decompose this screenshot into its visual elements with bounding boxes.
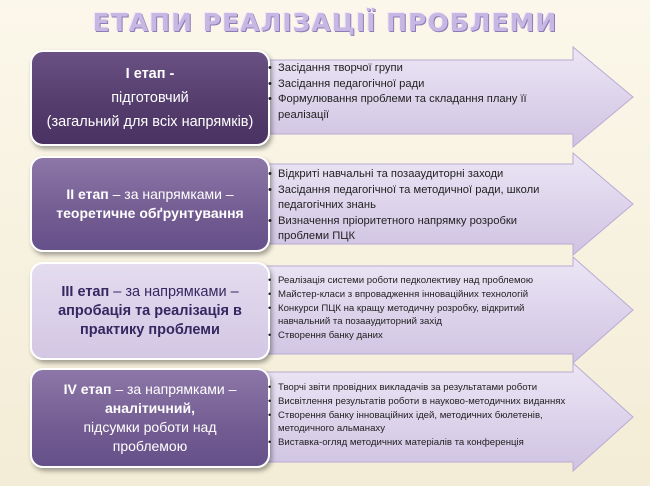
stage-3-number: ІІІ етап <box>61 283 110 300</box>
stage-4-name: аналітичний, <box>105 400 195 416</box>
list-item: • Засідання педагогічної та методичної ради, школи педагогічних знань <box>268 183 558 214</box>
stage-3-name-line1: апробація та реалізація в <box>58 302 242 319</box>
list-item: • Створення банку даних <box>268 329 568 342</box>
stage-4-box <box>30 368 270 468</box>
list-item: • Формулювання проблеми та складання плану її реалізації <box>268 92 558 123</box>
stage-4-number: ІV етап <box>63 381 112 397</box>
page-title: ЕТАПИ РЕАЛІЗАЦІЇ ПРОБЛЕМИ <box>92 8 558 37</box>
stage-2-number: ІІ етап <box>66 186 109 202</box>
stage-2-name: теоретичне обґрунтування <box>56 205 244 221</box>
stage-4-items <box>268 381 568 450</box>
stage-2-heading <box>66 185 233 204</box>
stage-1-items <box>268 61 558 123</box>
list-item: • Визначення пріоритетного напрямку розробки проблеми ПЦК <box>268 214 558 245</box>
list-item: • Виставка-огляд методичних матеріалів та конференція <box>268 436 568 449</box>
list-item: • Створення банку інноваційних ідей, методичних бюлетенів, методичного альманаху <box>268 409 568 435</box>
stage-4-direction: – за напрямками – <box>111 381 237 397</box>
list-item: • Засідання педагогічної ради <box>268 77 558 93</box>
stage-4-summary-line2: проблемою <box>112 438 188 454</box>
stage-3-name-line2: практику проблеми <box>80 321 220 338</box>
stage-4-summary-line1: підсумки роботи над <box>83 419 217 435</box>
stage-1-box <box>30 50 270 146</box>
stage-1-title: І етап - <box>125 66 175 82</box>
list-item: • Творчі звіти провідних викладачів за результатами роботи <box>268 381 568 394</box>
list-item: • Майстер-класи з впровадження інноваційних технологій <box>268 288 568 301</box>
stage-2-items <box>268 167 558 245</box>
list-item: • Конкурси ПЦК на кращу методичну розробку, відкритий навчальний та позааудиторний захід <box>268 302 568 328</box>
list-item: • Засідання творчої групи <box>268 61 558 77</box>
stage-2-box <box>30 156 270 252</box>
stage-2-direction: – за напрямками – <box>108 186 234 202</box>
stage-1-subtitle: підготовчий <box>111 90 189 106</box>
stage-4-heading <box>64 380 237 399</box>
stage-3-box <box>30 262 270 360</box>
list-item: • Висвітлення результатів роботи в науково-методичних виданнях <box>268 395 568 408</box>
list-item: • Реалізація системи роботи педколективу над проблемою <box>268 274 568 287</box>
stage-3-items <box>268 274 568 343</box>
stage-3-heading <box>61 283 238 302</box>
stage-3-direction: – за напрямками – <box>109 283 239 300</box>
stage-1-scope: (загальний для всіх напрямків) <box>46 114 254 130</box>
list-item: • Відкриті навчальні та позааудиторні заходи <box>268 167 558 183</box>
